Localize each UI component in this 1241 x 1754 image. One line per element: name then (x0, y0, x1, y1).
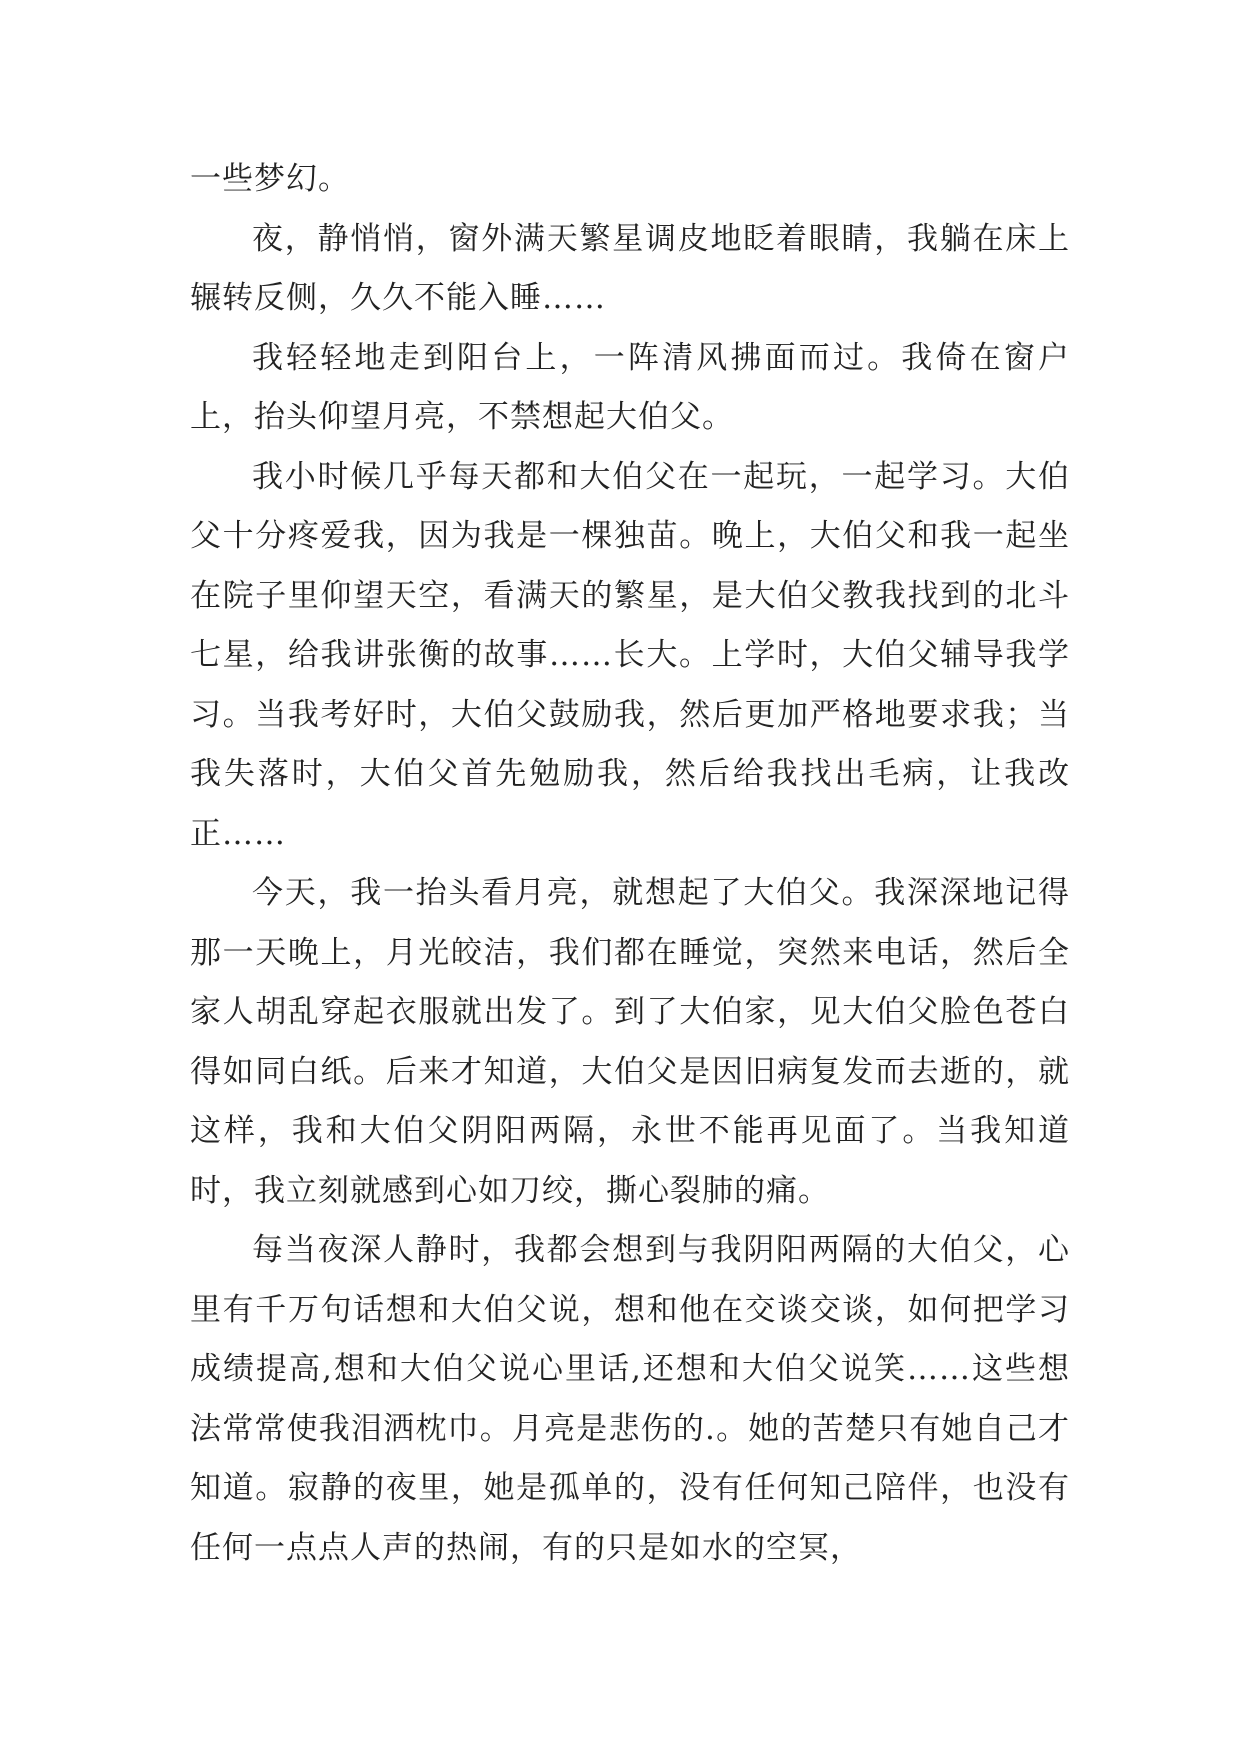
paragraph-2: 夜，静悄悄，窗外满天繁星调皮地眨着眼睛，我躺在床上辗转反侧，久久不能入睡…… (190, 220, 1070, 316)
paragraph-6: 每当夜深人静时，我都会想到与我阴阳两隔的大伯父，心里有千万句话想和大伯父说，想和他在交谈交谈，如何把学习成绩提高,想和大伯父说心里话,还想和大伯父说笑……这些想法常常使我泪洒枕巾。月亮是悲伤的.。她的苦楚只有她自己才知道。寂静的夜里，她是孤单的，没有任何知己陪伴，也没有任何一点点人声的热闹，有的只是如水的空冥， (190, 1232, 1070, 1566)
paragraph-5: 今天，我一抬头看月亮，就想起了大伯父。我深深地记得那一天晚上，月光皎洁，我们都在睡觉，突然来电话，然后全家人胡乱穿起衣服就出发了。到了大伯家，见大伯父脸色苍白得如同白纸。后来才知道，大伯父是因旧病复发而去逝的，就这样，我和大伯父阴阳两隔，永世不能再见面了。当我知道时，我立刻就感到心如刀绞，撕心裂肺的痛。 (190, 875, 1070, 1209)
paragraph-4: 我小时候几乎每天都和大伯父在一起玩，一起学习。大伯父十分疼爱我，因为我是一棵独苗。晚上，大伯父和我一起坐在院子里仰望天空，看满天的繁星，是大伯父教我找到的北斗七星，给我讲张衡的故事……长大。上学时，大伯父辅导我学习。当我考好时，大伯父鼓励我，然后更加严格地要求我；当我失落时，大伯父首先勉励我，然后给我找出毛病，让我改正…… (190, 458, 1070, 852)
document-body (190, 150, 1070, 1578)
paragraph-1: 一些梦幻。 (190, 161, 350, 197)
paragraph-3: 我轻轻地走到阳台上，一阵清风拂面而过。我倚在窗户上，抬头仰望月亮，不禁想起大伯父。 (190, 339, 1070, 435)
